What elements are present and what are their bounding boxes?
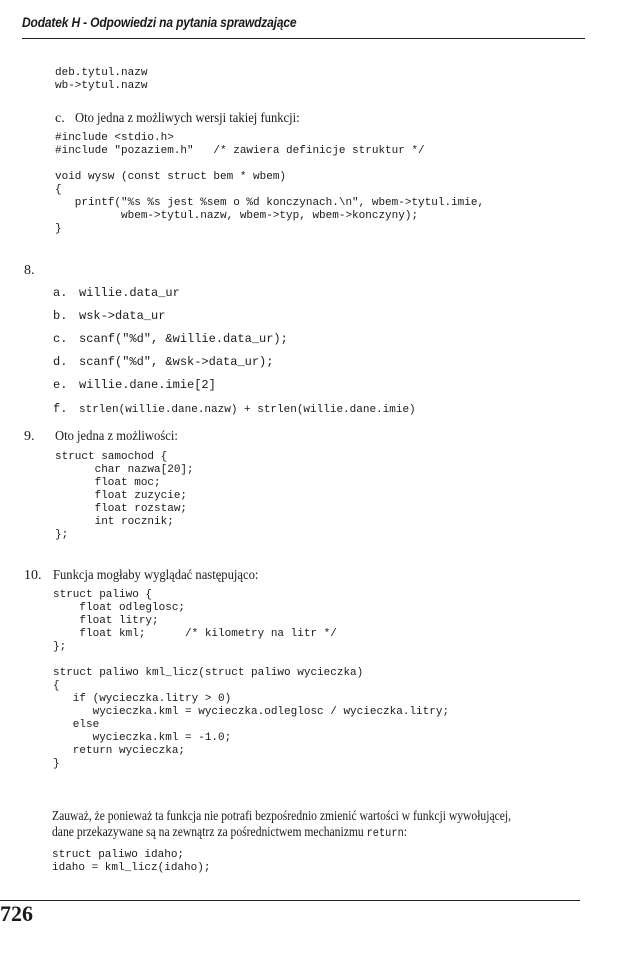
answer-label: e. bbox=[53, 378, 68, 392]
code-line: struct samochod { bbox=[55, 451, 168, 463]
code-line: float litry; bbox=[53, 615, 159, 627]
code-line: idaho = kml_licz(idaho); bbox=[52, 862, 211, 874]
answer-8c bbox=[53, 332, 288, 346]
code-block-q9 bbox=[55, 451, 194, 542]
question-10-text bbox=[53, 568, 281, 584]
code-line: #include <stdio.h> bbox=[55, 132, 174, 144]
code-line: void wysw (const struct bem * wbem) bbox=[55, 171, 287, 183]
code-block-top bbox=[55, 67, 147, 93]
code-line: { bbox=[53, 680, 60, 692]
footer-rule bbox=[0, 900, 580, 901]
answer-label: c. bbox=[53, 332, 68, 346]
code-line: deb.tytul.nazw bbox=[55, 67, 148, 79]
code-block-item-c bbox=[55, 132, 484, 236]
code-line: { bbox=[55, 184, 62, 196]
code-line: } bbox=[55, 223, 62, 235]
answer-label: d. bbox=[53, 355, 68, 369]
note-line-2-text: dane przekazywane są na zewnątrz za pośrednictwem mechanizmu bbox=[52, 824, 367, 839]
code-line: printf("%s %s jest %sem o %d konczynach.\n", wbem->tytul.imie, bbox=[55, 197, 485, 209]
code-line: else bbox=[53, 719, 100, 731]
page-number: 726 bbox=[0, 901, 33, 926]
answer-8f bbox=[53, 402, 416, 416]
code-line: if (wycieczka.litry > 0) bbox=[53, 693, 232, 705]
running-header: Dodatek H - Odpowiedzi na pytania sprawdzające bbox=[22, 14, 297, 30]
code-line: wycieczka.kml = wycieczka.odleglosc / wycieczka.litry; bbox=[53, 706, 450, 718]
code-line: wbem->tytul.nazw, wbem->typ, wbem->konczyny); bbox=[55, 210, 419, 222]
answer-code: wsk->data_ur bbox=[79, 309, 166, 323]
question-9-label: Oto jedna z możliwości: bbox=[55, 429, 178, 444]
code-block-q10 bbox=[53, 589, 449, 771]
code-line: float zuzycie; bbox=[55, 490, 188, 502]
question-9-text bbox=[55, 429, 191, 445]
code-line bbox=[53, 654, 449, 667]
code-line: #include "pozaziem.h" /* zawiera definicje struktur */ bbox=[55, 145, 425, 157]
code-line: float kml; /* kilometry na litr */ bbox=[53, 628, 337, 640]
code-block-final bbox=[52, 849, 210, 875]
note-paragraph bbox=[52, 808, 586, 841]
code-line: }; bbox=[55, 529, 69, 541]
answer-code: scanf("%d", &willie.data_ur); bbox=[79, 332, 288, 346]
question-10-number: 10. bbox=[24, 568, 42, 583]
item-c-text: Oto jedna z możliwych wersji takiej funkcji: bbox=[74, 111, 300, 126]
code-line: float odleglosc; bbox=[53, 602, 186, 614]
code-line: int rocznik; bbox=[55, 516, 174, 528]
question-9-number: 9. bbox=[24, 429, 35, 444]
code-line: }; bbox=[53, 641, 67, 653]
code-line: struct paliwo kml_licz(struct paliwo wycieczka) bbox=[53, 667, 364, 679]
answer-code: strlen(willie.dane.nazw) + strlen(willie.dane.imie) bbox=[79, 404, 416, 416]
note-keyword-return: return bbox=[366, 826, 404, 840]
note-line-2 bbox=[52, 824, 511, 841]
code-line: return wycieczka; bbox=[53, 745, 186, 757]
answer-8e bbox=[53, 378, 216, 392]
question-10-label: Funkcja mogłaby wyglądać następująco: bbox=[53, 568, 259, 583]
code-line bbox=[55, 158, 484, 171]
answer-8a bbox=[53, 286, 180, 300]
answer-code: willie.data_ur bbox=[79, 286, 180, 300]
answer-label: f. bbox=[53, 402, 68, 416]
code-line: struct paliwo idaho; bbox=[52, 849, 185, 861]
code-line: wb->tytul.nazw bbox=[55, 80, 148, 92]
item-c bbox=[55, 111, 324, 127]
answer-code: willie.dane.imie[2] bbox=[79, 378, 216, 392]
code-line: } bbox=[53, 758, 60, 770]
note-line-1: Zauważ, że ponieważ ta funkcja nie potrafi bezpośrednio zmienić wartości w funkcji wywołującej, bbox=[52, 808, 512, 823]
code-line: wycieczka.kml = -1.0; bbox=[53, 732, 232, 744]
header-rule bbox=[22, 38, 585, 39]
code-line: float rozstaw; bbox=[55, 503, 188, 515]
answer-label: b. bbox=[53, 309, 68, 323]
code-line: struct paliwo { bbox=[53, 589, 153, 601]
code-line: float moc; bbox=[55, 477, 161, 489]
question-8-number: 8. bbox=[24, 263, 35, 278]
answer-code: scanf("%d", &wsk->data_ur); bbox=[79, 355, 274, 369]
answer-label: a. bbox=[53, 286, 68, 300]
answer-8b bbox=[53, 309, 165, 323]
answer-8d bbox=[53, 355, 273, 369]
code-line: char nazwa[20]; bbox=[55, 464, 194, 476]
item-c-label: c. bbox=[55, 111, 65, 126]
note-line-2-end: : bbox=[403, 824, 408, 839]
